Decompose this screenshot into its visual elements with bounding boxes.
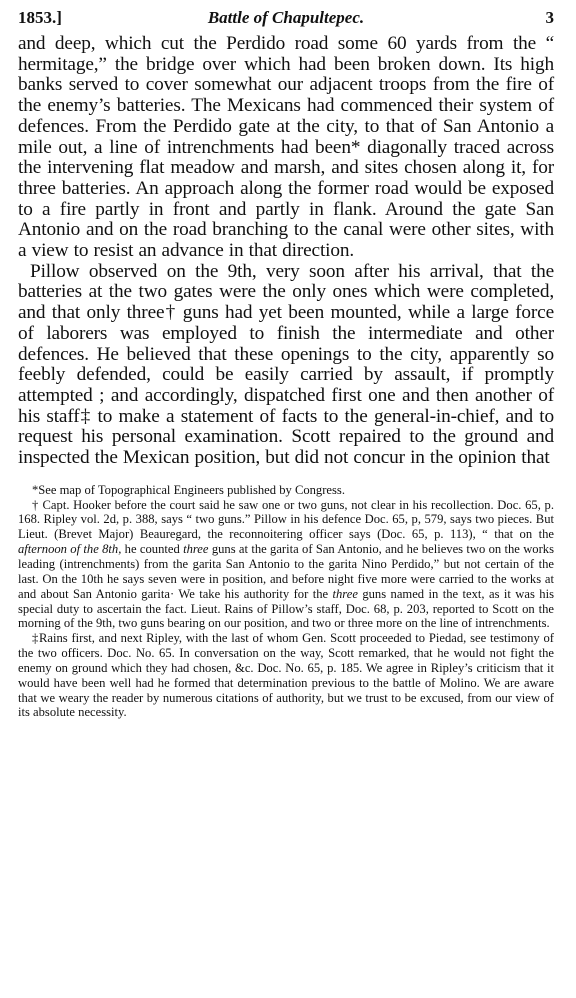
main-text	[18, 34, 554, 469]
footnote-guns-text: guns named in the text, as it was his special duty to ascertain the fact. Lieut. Rains of Pillow’s staff, Doc. 68, p. 203, reported to Scott on the morning of the 9th, two guns bearing on our position, and two or three more on the line of intrenchments.	[18, 586, 554, 631]
running-header	[18, 0, 554, 34]
body-paragraph-2: Pillow observed on the 9th, very soon after his arrival, that the batteries at the two gates were the only ones which were completed, and that only three† guns had yet been mounted, while a large force of laborers was employed to finish the intermediate and other defences. He believed that these openings to the city, apparently so feebly defended, could be easily carried by assault, if promptly attempted ; and accordingly, dispatched first one and then another of his staff‡ to make a statement of facts to the general-in-chief, and to request his personal examination. Scott repaired to the ground and inspected the Mexican position, but did not concur in the opinion that	[18, 260, 554, 469]
header-year: 1853.]	[18, 8, 62, 27]
footnote-guns-italic: three	[332, 586, 358, 601]
footnote-guns-italic: afternoon of the 8th,	[18, 542, 122, 557]
page-number: 3	[545, 8, 554, 27]
footnote-guns-text: guns at the garita of San Antonio, and he believes two on the works leading (intrenchments) from the garita San Antonio to the garita Nino Perdido,” but not certain of the last. On the 10th he says seven were in position, and before night five more were carried to the works at and about San Antonio garita· We take his authority for the	[18, 542, 554, 601]
footnote-guns	[18, 498, 554, 632]
body-paragraph-1: and deep, which cut the Perdido road some 60 yards from the “ hermitage,” the bridge over which had been broken down. Its high banks served to cover somewhat our adjacent troops from the fire of the enemy’s batteries. The Mexicans had commenced their system of defences. From the Perdido gate at the city, to that of San Antonio a mile out, a line of intrenchments had been* diagonally traced across the intervening flat meadow and marsh, and sites chosen along it, for three batteries. An approach along the former road would be exposed to a fire partly in front and partly in flank. Around the gate San Antonio and on the road branching to the canal were other sites, with a view to resist an advance in that direction.	[18, 33, 554, 262]
footnote-guns-text: † Capt. Hooker before the court said he saw one or two guns, not clear in his recollection. Doc. 65, p. 168. Ripley vol. 2d, p. 388, says “ two guns.” Pillow in his defence Doc. 65, p, 579, says two pieces. But Lieut. (Brevet Major) Beauregard, the reconnoitering officer says (Doc. 65, p. 113), “ that on the	[18, 497, 554, 542]
footnote-map: *See map of Topographical Engineers published by Congress.	[32, 482, 345, 497]
footnote-guns-text: he counted	[121, 542, 184, 557]
footnote-rains: ‡Rains first, and next Ripley, with the last of whom Gen. Scott proceeded to Piedad, see testimony of the two officers. Doc. No. 65. In conversation on the way, Scott remarked, that he would not fight the enemy on ground which they had chosen, &c. Doc. No. 65, p. 185. We agree in Ripley’s criticism that it would have been well had he formed that determination previous to the battle of Molino. We are aware that we weary the reader by numerous citations of authority, but we trust to be excused, from our view of its absolute necessity.	[18, 631, 554, 720]
footnotes	[18, 483, 554, 721]
header-title: Battle of Chapultepec.	[207, 8, 365, 27]
footnote-guns-italic: three	[183, 542, 209, 557]
